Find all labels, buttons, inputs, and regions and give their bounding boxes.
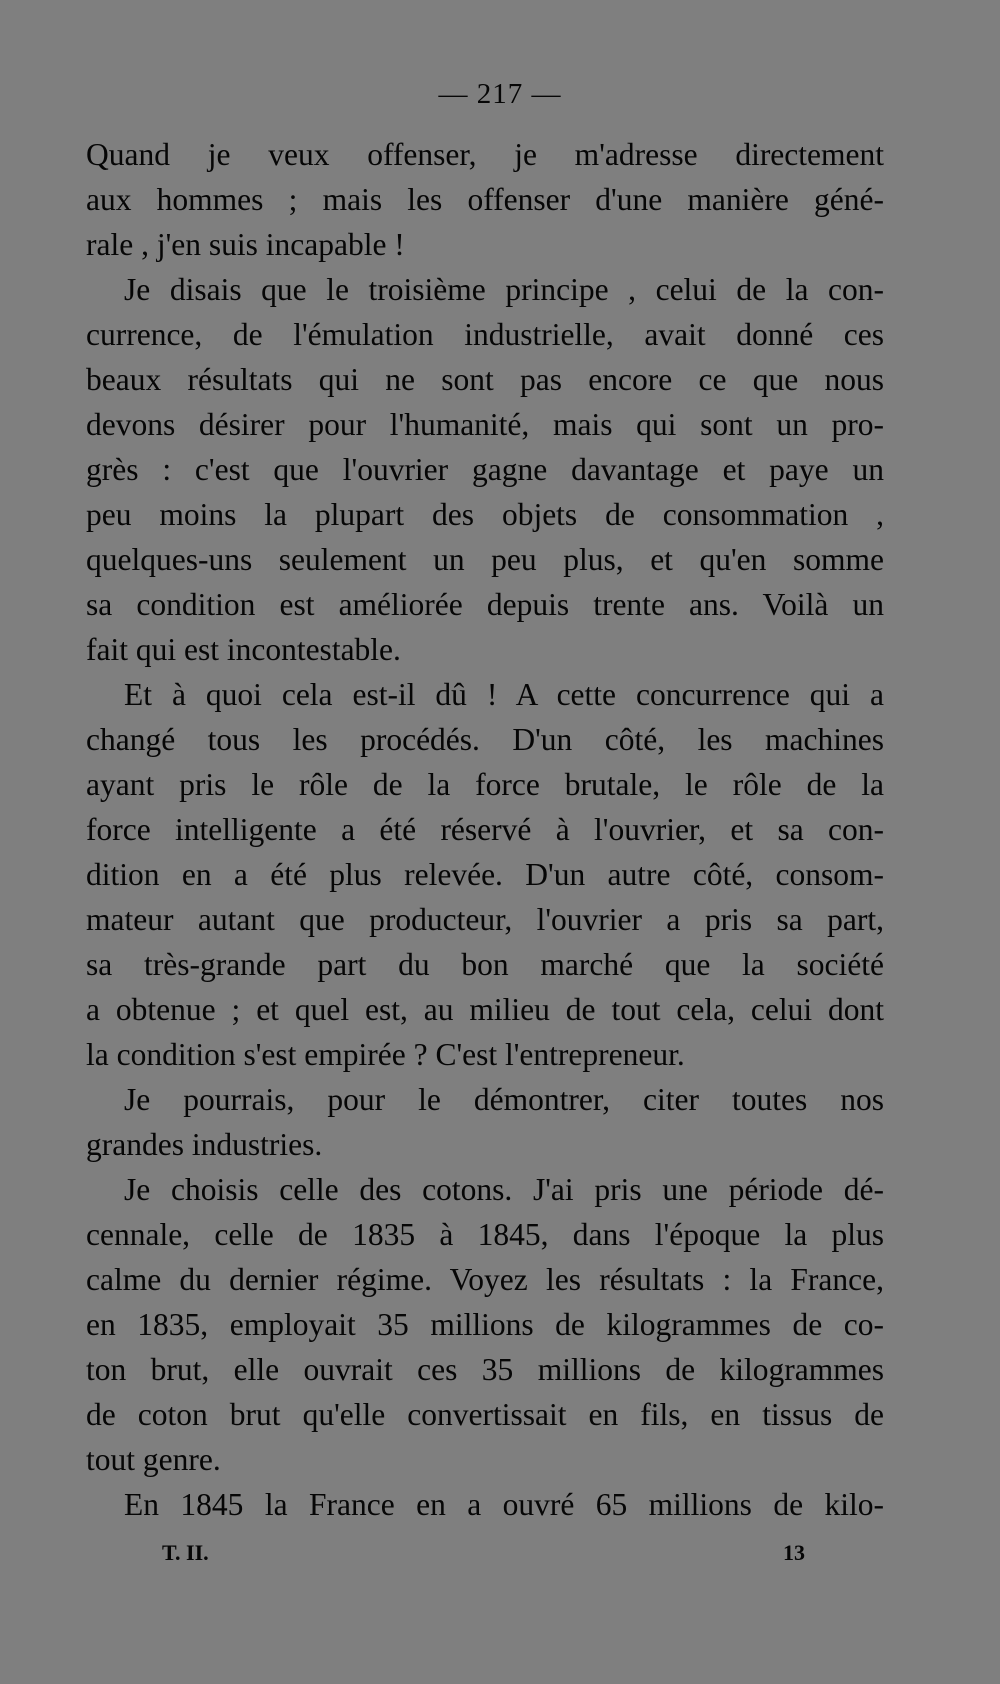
page-footer bbox=[0, 1540, 1000, 1570]
body-text bbox=[86, 132, 884, 1527]
text-line: de coton brut qu'elle convertissait en fils, en tissus de bbox=[86, 1397, 884, 1432]
text-line: sa très-grande part du bon marché que la société bbox=[86, 947, 884, 982]
text-line: cennale, celle de 1835 à 1845, dans l'époque la plus bbox=[86, 1217, 884, 1252]
text-line: force intelligente a été réservé à l'ouvrier, et sa con- bbox=[86, 812, 884, 847]
text-line: rale , j'en suis incapable ! bbox=[86, 227, 405, 262]
text-line: calme du dernier régime. Voyez les résultats : la France, bbox=[86, 1262, 884, 1297]
text-line: mateur autant que producteur, l'ouvrier a pris sa part, bbox=[86, 902, 884, 937]
text-line: aux hommes ; mais les offenser d'une manière géné- bbox=[86, 182, 884, 217]
text-line: a obtenue ; et quel est, au milieu de tout cela, celui dont bbox=[86, 992, 884, 1027]
text-line: devons désirer pour l'humanité, mais qui sont un pro- bbox=[86, 407, 884, 442]
text-line: En 1845 la France en a ouvré 65 millions de kilo- bbox=[124, 1487, 884, 1522]
text-line: fait qui est incontestable. bbox=[86, 632, 401, 667]
text-line: dition en a été plus relevée. D'un autre côté, consom- bbox=[86, 857, 884, 892]
text-line: ton brut, elle ouvrait ces 35 millions de kilogrammes bbox=[86, 1352, 884, 1387]
text-line: tout genre. bbox=[86, 1442, 221, 1477]
text-line: quelques-uns seulement un peu plus, et qu'en somme bbox=[86, 542, 884, 577]
signature-mark: 13 bbox=[783, 1540, 805, 1565]
text-line: peu moins la plupart des objets de consommation , bbox=[86, 497, 884, 532]
text-line: Quand je veux offenser, je m'adresse directement bbox=[86, 137, 884, 172]
text-line: ayant pris le rôle de la force brutale, le rôle de la bbox=[86, 767, 884, 802]
text-line: Je disais que le troisième principe , celui de la con- bbox=[124, 272, 884, 307]
text-line: en 1835, employait 35 millions de kilogrammes de co- bbox=[86, 1307, 884, 1342]
page-number: — 217 — bbox=[438, 78, 562, 110]
volume-mark: T. II. bbox=[162, 1540, 209, 1565]
text-line: grandes industries. bbox=[86, 1127, 323, 1162]
text-line: Je pourrais, pour le démontrer, citer toutes nos bbox=[124, 1082, 884, 1117]
text-line: la condition s'est empirée ? C'est l'entrepreneur. bbox=[86, 1037, 685, 1072]
text-line: currence, de l'émulation industrielle, avait donné ces bbox=[86, 317, 884, 352]
text-line: Je choisis celle des cotons. J'ai pris une période dé- bbox=[124, 1172, 884, 1207]
text-line: changé tous les procédés. D'un côté, les machines bbox=[86, 722, 884, 757]
text-line: sa condition est améliorée depuis trente ans. Voilà un bbox=[86, 587, 884, 622]
text-line: Et à quoi cela est-il dû ! A cette concurrence qui a bbox=[124, 677, 884, 712]
text-line: grès : c'est que l'ouvrier gagne davantage et paye un bbox=[86, 452, 884, 487]
text-line: beaux résultats qui ne sont pas encore ce que nous bbox=[86, 362, 884, 397]
